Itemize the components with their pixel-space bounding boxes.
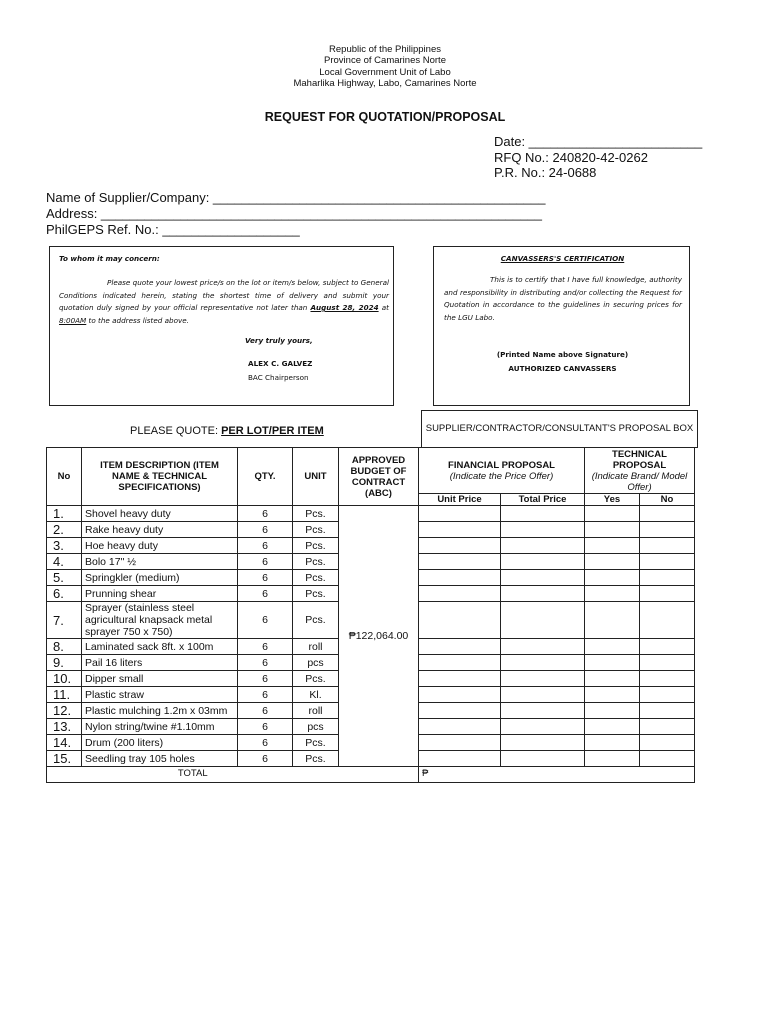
deadline-time: 8:00AM: [59, 315, 87, 325]
unit-price-input[interactable]: [419, 586, 501, 602]
financial-proposal-subtitle: (Indicate the Price Offer): [449, 470, 554, 482]
item-quantity: 6: [238, 671, 293, 687]
header-line-4: Maharlika Highway, Labo, Camarines Norte: [293, 78, 477, 90]
unit-price-input[interactable]: [419, 735, 501, 751]
total-price-input[interactable]: [501, 655, 585, 671]
item-quantity: 6: [238, 570, 293, 586]
item-description: Hoe heavy duty: [82, 538, 238, 554]
item-unit: Pcs.: [293, 570, 339, 586]
authorized-canvassers: AUTHORIZED CANVASSERS: [508, 364, 617, 373]
header-line-3: Local Government Unit of Labo: [319, 66, 451, 78]
total-price-input[interactable]: [501, 639, 585, 655]
technical-yes-input[interactable]: [585, 703, 640, 719]
please-quote-label: [130, 425, 324, 437]
technical-no-input[interactable]: [640, 602, 695, 639]
total-price-input[interactable]: [501, 735, 585, 751]
item-description: Bolo 17" ½: [82, 554, 238, 570]
item-unit: Kl.: [293, 687, 339, 703]
item-number: 5.: [47, 570, 82, 586]
item-number: 6.: [47, 586, 82, 602]
technical-yes-input[interactable]: [585, 538, 640, 554]
item-description: Pail 16 liters: [82, 655, 238, 671]
certification-body: This is to certify that I have full knowledge, authority and responsibility in distributing and/or collecting the Request for Quotation in accordance to the guidelines in securing prices for the LGU Labo.: [444, 275, 682, 322]
unit-price-input[interactable]: [419, 719, 501, 735]
technical-yes-input[interactable]: [585, 655, 640, 671]
technical-yes-input[interactable]: [585, 586, 640, 602]
total-abc-cell: [339, 767, 419, 783]
unit-price-input[interactable]: [419, 671, 501, 687]
item-number: 11.: [47, 687, 82, 703]
technical-no-input[interactable]: [640, 570, 695, 586]
unit-price-input[interactable]: [419, 687, 501, 703]
technical-proposal-title: TECHNICAL PROPOSAL: [612, 448, 667, 471]
technical-no-input[interactable]: [640, 655, 695, 671]
technical-no-input[interactable]: [640, 506, 695, 522]
unit-price-input[interactable]: [419, 602, 501, 639]
item-unit: Pcs.: [293, 538, 339, 554]
salutation: To whom it may concern:: [59, 254, 160, 263]
deadline-at: at: [378, 303, 389, 312]
item-quantity: 6: [238, 554, 293, 570]
proposal-box-header: SUPPLIER/CONTRACTOR/CONSULTANT'S PROPOSAL BOX: [421, 410, 698, 448]
technical-no-input[interactable]: [640, 687, 695, 703]
item-unit: Pcs.: [293, 735, 339, 751]
item-unit: pcs: [293, 655, 339, 671]
item-description: Seedling tray 105 holes: [82, 751, 238, 767]
address-field[interactable]: Address: _____________________________________________________________: [46, 206, 542, 221]
item-description: Drum (200 liters): [82, 735, 238, 751]
header-line-2: Province of Camarines Norte: [324, 55, 446, 67]
item-number: 12.: [47, 703, 82, 719]
item-number: 10.: [47, 671, 82, 687]
unit-price-input[interactable]: [419, 703, 501, 719]
total-price-input[interactable]: [501, 703, 585, 719]
total-price-input[interactable]: [501, 586, 585, 602]
philgeps-field[interactable]: PhilGEPS Ref. No.: ___________________: [46, 222, 300, 237]
item-quantity: 6: [238, 506, 293, 522]
total-price-input[interactable]: [501, 538, 585, 554]
unit-price-input[interactable]: [419, 751, 501, 767]
item-quantity: 6: [238, 751, 293, 767]
item-description: Plastic mulching 1.2m x 03mm: [82, 703, 238, 719]
technical-proposal-subtitle: (Indicate Brand/ Model Offer): [591, 470, 688, 493]
total-price-input[interactable]: [501, 506, 585, 522]
document-header: [0, 44, 770, 90]
technical-no-input[interactable]: [640, 639, 695, 655]
item-number: 15.: [47, 751, 82, 767]
technical-no-input[interactable]: [640, 522, 695, 538]
col-qty-header: QTY.: [238, 448, 293, 506]
item-quantity: 6: [238, 586, 293, 602]
technical-yes-input[interactable]: [585, 602, 640, 639]
closing: Very truly yours,: [245, 336, 313, 345]
item-unit: Pcs.: [293, 671, 339, 687]
item-description: Rake heavy duty: [82, 522, 238, 538]
rfq-meta: [494, 134, 702, 181]
item-quantity: 6: [238, 703, 293, 719]
item-description: Springkler (medium): [82, 570, 238, 586]
item-number: 4.: [47, 554, 82, 570]
total-price-input[interactable]: [501, 602, 585, 639]
item-description: Laminated sack 8ft. x 100m: [82, 639, 238, 655]
signatory-position: BAC Chairperson: [248, 373, 309, 382]
technical-no-input[interactable]: [640, 586, 695, 602]
item-number: 2.: [47, 522, 82, 538]
unit-price-input[interactable]: [419, 554, 501, 570]
item-description: Nylon string/twine #1.10mm: [82, 719, 238, 735]
signatory-name: ALEX C. GALVEZ: [248, 359, 313, 368]
no-header: No: [640, 494, 695, 506]
item-quantity: 6: [238, 687, 293, 703]
abc-amount: ₱122,064.00: [339, 506, 419, 767]
printed-name-caption: (Printed Name above Signature): [496, 350, 629, 359]
technical-yes-input[interactable]: [585, 735, 640, 751]
unit-price-input[interactable]: [419, 506, 501, 522]
item-number: 8.: [47, 639, 82, 655]
item-quantity: 6: [238, 655, 293, 671]
technical-no-input[interactable]: [640, 719, 695, 735]
certification-title: CANVASSERS'S CERTIFICATION: [500, 254, 625, 263]
item-unit: pcs: [293, 719, 339, 735]
unit-price-input[interactable]: [419, 522, 501, 538]
unit-price-input[interactable]: [419, 570, 501, 586]
technical-no-input[interactable]: [640, 751, 695, 767]
per-lot-option: PER LOT/PER ITEM: [221, 425, 324, 437]
item-number: 3.: [47, 538, 82, 554]
header-line-1: Republic of the Philippines: [329, 44, 441, 55]
item-number: 1.: [47, 506, 82, 522]
total-price-input[interactable]: [501, 719, 585, 735]
item-description: Plastic straw: [82, 687, 238, 703]
technical-yes-input[interactable]: [585, 554, 640, 570]
financial-proposal-header: [419, 448, 585, 494]
item-quantity: 6: [238, 719, 293, 735]
item-number: 9.: [47, 655, 82, 671]
item-quantity: 6: [238, 639, 293, 655]
total-price-input[interactable]: [501, 554, 585, 570]
unit-price-input[interactable]: [419, 655, 501, 671]
pr-number: P.R. No.: 24-0688: [494, 165, 597, 180]
technical-yes-input[interactable]: [585, 522, 640, 538]
item-row: [47, 506, 695, 522]
col-unit-header: UNIT: [293, 448, 339, 506]
technical-no-input[interactable]: [640, 554, 695, 570]
total-price-input[interactable]: [501, 522, 585, 538]
item-description: Sprayer (stainless steel agricultural knapsack metal sprayer 750 x 750): [82, 602, 238, 639]
total-price-header: Total Price: [501, 494, 585, 506]
total-value-cell: ₱: [419, 767, 695, 783]
technical-yes-input[interactable]: [585, 719, 640, 735]
technical-no-input[interactable]: [640, 538, 695, 554]
rfq-number: RFQ No.: 240820-42-0262: [494, 149, 648, 165]
unit-price-input[interactable]: [419, 538, 501, 554]
item-description: Shovel heavy duty: [82, 506, 238, 522]
item-unit: Pcs.: [293, 506, 339, 522]
item-number: 13.: [47, 719, 82, 735]
col-no-header: No: [47, 448, 82, 506]
yes-header: Yes: [585, 494, 640, 506]
technical-no-input[interactable]: [640, 735, 695, 751]
item-number: 14.: [47, 735, 82, 751]
item-quantity: 6: [238, 602, 293, 639]
technical-yes-input[interactable]: [585, 751, 640, 767]
technical-yes-input[interactable]: [585, 687, 640, 703]
item-unit: roll: [293, 639, 339, 655]
financial-proposal-title: FINANCIAL PROPOSAL: [448, 459, 555, 471]
item-description: Prunning shear: [82, 586, 238, 602]
technical-no-input[interactable]: [640, 703, 695, 719]
unit-price-input[interactable]: [419, 639, 501, 655]
letter-body-text: Please quote your lowest price/s on the lot or item/s below, subject to General Conditions indicated herein, stating the shortest time of delivery and submit your quotation duly signed by your official representative not later than: [59, 278, 389, 312]
technical-proposal-header: [585, 448, 695, 494]
please-quote-text: PLEASE QUOTE:: [130, 425, 222, 437]
item-quantity: 6: [238, 538, 293, 554]
item-unit: Pcs.: [293, 554, 339, 570]
item-unit: roll: [293, 703, 339, 719]
item-unit: Pcs.: [293, 522, 339, 538]
deadline-date: August 28, 2024: [310, 303, 379, 312]
item-unit: Pcs.: [293, 751, 339, 767]
technical-yes-input[interactable]: [585, 570, 640, 586]
total-price-input[interactable]: [501, 671, 585, 687]
item-unit: Pcs.: [293, 586, 339, 602]
item-unit: Pcs.: [293, 602, 339, 639]
technical-yes-input[interactable]: [585, 506, 640, 522]
letter-body-end: to the address listed above.: [86, 315, 189, 325]
col-abc-header: APPROVED BUDGET OF CONTRACT (ABC): [339, 448, 419, 506]
total-price-input[interactable]: [501, 751, 585, 767]
technical-yes-input[interactable]: [585, 639, 640, 655]
letter-body: [59, 277, 389, 327]
total-label: TOTAL: [47, 767, 339, 783]
item-number: 7.: [47, 602, 82, 639]
request-letter-box: [49, 246, 394, 406]
unit-price-header: Unit Price: [419, 494, 501, 506]
total-price-input[interactable]: [501, 687, 585, 703]
item-description: Dipper small: [82, 671, 238, 687]
quotation-table: [46, 447, 695, 783]
canvasser-certification-box: [433, 246, 690, 406]
technical-yes-input[interactable]: [585, 671, 640, 687]
supplier-name-field[interactable]: Name of Supplier/Company: ______________________________________________: [46, 190, 546, 205]
total-price-input[interactable]: [501, 570, 585, 586]
date-field[interactable]: Date: ________________________: [494, 134, 703, 149]
supplier-info: [46, 190, 546, 238]
item-quantity: 6: [238, 735, 293, 751]
technical-no-input[interactable]: [640, 671, 695, 687]
col-description-header: ITEM DESCRIPTION (ITEM NAME & TECHNICAL SPECIFICATIONS): [82, 448, 238, 506]
document-title: REQUEST FOR QUOTATION/PROPOSAL: [264, 110, 506, 124]
item-quantity: 6: [238, 522, 293, 538]
